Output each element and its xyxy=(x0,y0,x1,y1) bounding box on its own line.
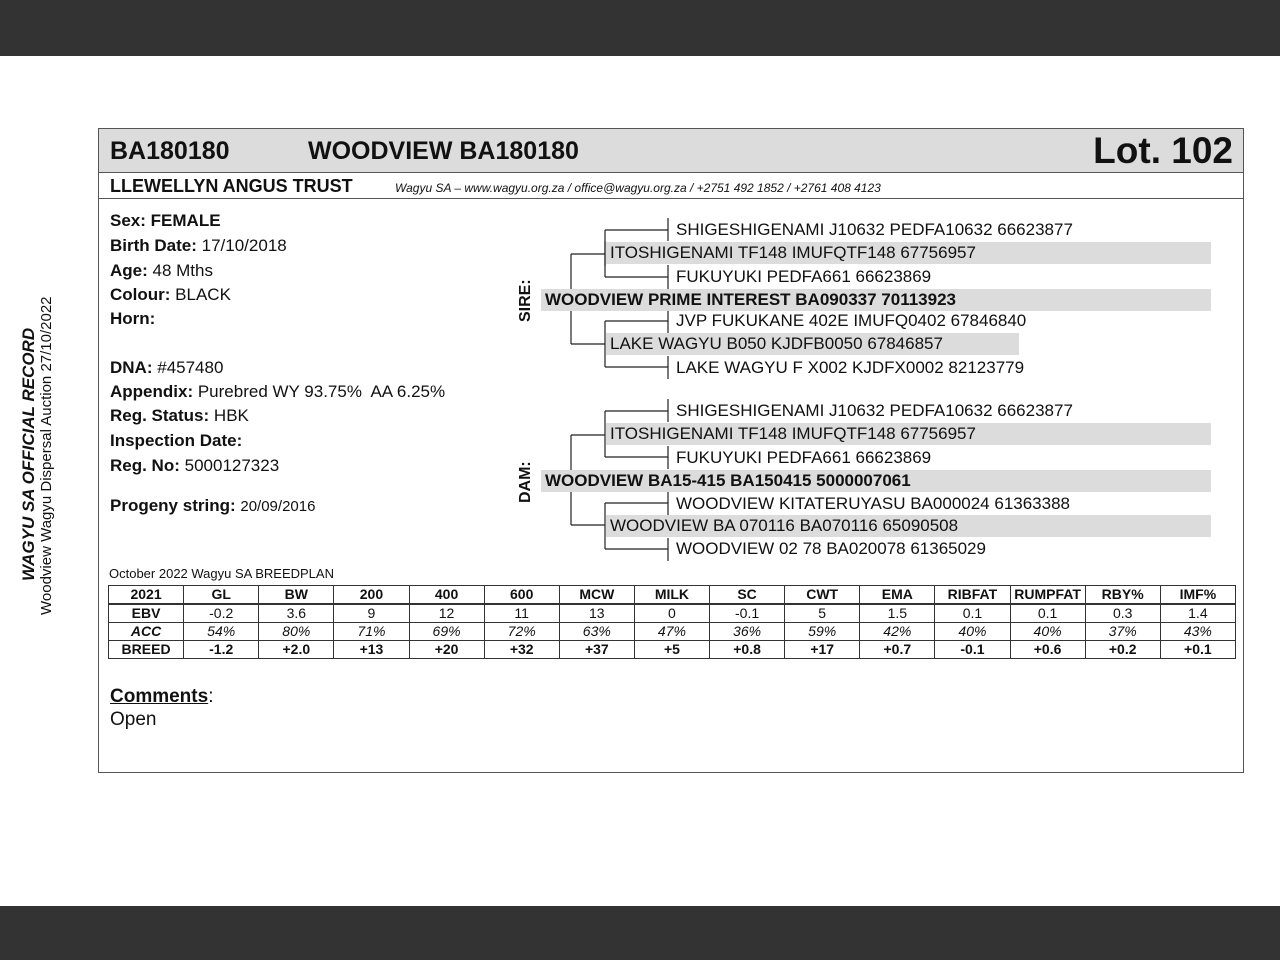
dam-dam: WOODVIEW BA 070116 BA070116 65090508 xyxy=(606,515,1211,537)
table-cell: 2021 xyxy=(109,586,184,605)
table-cell: 12 xyxy=(409,604,484,623)
table-cell: 200 xyxy=(334,586,409,605)
table-row xyxy=(109,604,1236,623)
age-value: 48 Mths xyxy=(152,261,213,280)
table-cell: MILK xyxy=(634,586,709,605)
colour-label: Colour: xyxy=(110,285,171,304)
official-record-label: WAGYU SA OFFICIAL RECORD xyxy=(19,327,38,581)
table-cell: BREED xyxy=(109,641,184,659)
animal-name: WOODVIEW BA180180 xyxy=(308,137,579,165)
dam-dam-sire: WOODVIEW KITATERUYASU BA000024 61363388 xyxy=(676,494,1070,513)
birth-value: 17/10/2018 xyxy=(201,236,287,255)
table-cell: +17 xyxy=(785,641,860,659)
table-cell: 40% xyxy=(1010,623,1085,641)
reg-status-label: Reg. Status: xyxy=(110,406,210,425)
breedplan-title: October 2022 Wagyu SA BREEDPLAN xyxy=(109,566,334,581)
table-cell: 72% xyxy=(484,623,559,641)
table-cell: 71% xyxy=(334,623,409,641)
table-cell: RUMPFAT xyxy=(1010,586,1085,605)
table-cell: 69% xyxy=(409,623,484,641)
reg-no-label: Reg. No: xyxy=(110,456,180,475)
table-cell: +37 xyxy=(559,641,634,659)
dna-label: DNA: xyxy=(110,358,153,377)
table-cell: BW xyxy=(259,586,334,605)
table-cell: 600 xyxy=(484,586,559,605)
sire-label: SIRE: xyxy=(517,279,534,322)
dam-label: DAM: xyxy=(517,461,534,503)
table-cell: +0.2 xyxy=(1085,641,1160,659)
table-cell: 63% xyxy=(559,623,634,641)
table-cell: 37% xyxy=(1085,623,1160,641)
table-cell: RIBFAT xyxy=(935,586,1010,605)
dam-main: WOODVIEW BA15-415 BA150415 5000007061 xyxy=(541,470,1211,492)
dam-sire-dam: FUKUYUKI PEDFA661 66623869 xyxy=(676,448,932,467)
table-cell: +32 xyxy=(484,641,559,659)
dam-dam-dam: WOODVIEW 02 78 BA020078 61365029 xyxy=(676,539,986,558)
table-cell: +13 xyxy=(334,641,409,659)
table-cell: CWT xyxy=(785,586,860,605)
dam-sire: ITOSHIGENAMI TF148 IMUFQTF148 67756957 xyxy=(606,423,1211,445)
sex-value: FEMALE xyxy=(150,211,221,230)
table-cell: 9 xyxy=(334,604,409,623)
appendix-value: Purebred WY 93.75% AA 6.25% xyxy=(197,382,446,401)
table-cell: 43% xyxy=(1160,623,1235,641)
dna-value: #457480 xyxy=(157,358,224,377)
breedplan-table xyxy=(108,585,1236,659)
sex-label: Sex: xyxy=(110,211,146,230)
table-cell: 13 xyxy=(559,604,634,623)
animal-id: BA180180 xyxy=(110,137,230,165)
table-cell: +20 xyxy=(409,641,484,659)
table-row xyxy=(109,623,1236,641)
table-cell: +2.0 xyxy=(259,641,334,659)
sire-sire-dam: FUKUYUKI PEDFA661 66623869 xyxy=(676,267,932,286)
table-cell: SC xyxy=(710,586,785,605)
table-cell: -0.1 xyxy=(710,604,785,623)
sire-dam-dam: LAKE WAGYU F X002 KJDFX0002 82123779 xyxy=(676,358,1025,377)
table-cell: 54% xyxy=(184,623,259,641)
reg-status-value: HBK xyxy=(213,406,249,425)
inspection-label: Inspection Date: xyxy=(110,431,243,450)
table-cell: -0.1 xyxy=(935,641,1010,659)
table-cell: 40% xyxy=(935,623,1010,641)
table-cell: 36% xyxy=(710,623,785,641)
table-cell: 80% xyxy=(259,623,334,641)
horn-label: Horn: xyxy=(110,309,156,328)
table-cell: +5 xyxy=(634,641,709,659)
reg-no-value: 5000127323 xyxy=(184,456,280,475)
top-bar xyxy=(0,0,1280,56)
comments-label: Comments xyxy=(110,686,209,707)
table-cell: 400 xyxy=(409,586,484,605)
lot-card xyxy=(19,128,1244,773)
table-cell: +0.8 xyxy=(710,641,785,659)
table-cell: 47% xyxy=(634,623,709,641)
contact-info: Wagyu SA – www.wagyu.org.za / office@wagyu.org.za / +2751 492 1852 / +2761 408 4123 xyxy=(395,181,881,195)
progeny-label: Progeny string: xyxy=(110,496,236,515)
colour-value: BLACK xyxy=(175,285,231,304)
table-cell: 5 xyxy=(785,604,860,623)
sire-sire-sire: SHIGESHIGENAMI J10632 PEDFA10632 66623877 xyxy=(676,220,1073,239)
appendix-label: Appendix: xyxy=(110,382,194,401)
sire-sire: ITOSHIGENAMI TF148 IMUFQTF148 67756957 xyxy=(606,242,1211,264)
table-cell: 0.1 xyxy=(935,604,1010,623)
table-cell: 42% xyxy=(860,623,935,641)
table-cell: +0.1 xyxy=(1160,641,1235,659)
dam-sire-sire: SHIGESHIGENAMI J10632 PEDFA10632 66623877 xyxy=(676,401,1073,420)
sire-main: WOODVIEW PRIME INTEREST BA090337 70113923 xyxy=(541,289,1211,311)
table-cell: 0.1 xyxy=(1010,604,1085,623)
table-cell: 1.5 xyxy=(860,604,935,623)
table-cell: ACC xyxy=(109,623,184,641)
table-cell: 3.6 xyxy=(259,604,334,623)
table-row xyxy=(109,586,1236,605)
table-cell: GL xyxy=(184,586,259,605)
table-cell: -0.2 xyxy=(184,604,259,623)
table-cell: RBY% xyxy=(1085,586,1160,605)
table-cell: MCW xyxy=(559,586,634,605)
table-cell: -1.2 xyxy=(184,641,259,659)
table-cell: 0 xyxy=(634,604,709,623)
table-cell: EBV xyxy=(109,604,184,623)
birth-label: Birth Date: xyxy=(110,236,197,255)
table-cell: +0.7 xyxy=(860,641,935,659)
sale-label: Woodview Wagyu Dispersal Auction 27/10/2022 xyxy=(38,296,55,615)
table-cell: 0.3 xyxy=(1085,604,1160,623)
lot-number: Lot. 102 xyxy=(1093,130,1233,171)
progeny-value: 20/09/2016 xyxy=(240,498,316,515)
age-label: Age: xyxy=(110,261,148,280)
sire-dam: LAKE WAGYU B050 KJDFB0050 67846857 xyxy=(606,333,1019,355)
bottom-bar xyxy=(0,906,1280,960)
comments-heading xyxy=(110,686,213,708)
comments-text: Open xyxy=(110,709,157,730)
comments-colon: : xyxy=(208,686,214,707)
table-cell: 11 xyxy=(484,604,559,623)
table-cell: IMF% xyxy=(1160,586,1235,605)
table-cell: EMA xyxy=(860,586,935,605)
table-cell: 1.4 xyxy=(1160,604,1235,623)
sire-dam-sire: JVP FUKUKANE 402E IMUFQ0402 67846840 xyxy=(676,311,1027,330)
table-row xyxy=(109,641,1236,659)
table-cell: 59% xyxy=(785,623,860,641)
table-cell: +0.6 xyxy=(1010,641,1085,659)
owner-name: LLEWELLYN ANGUS TRUST xyxy=(110,176,353,196)
